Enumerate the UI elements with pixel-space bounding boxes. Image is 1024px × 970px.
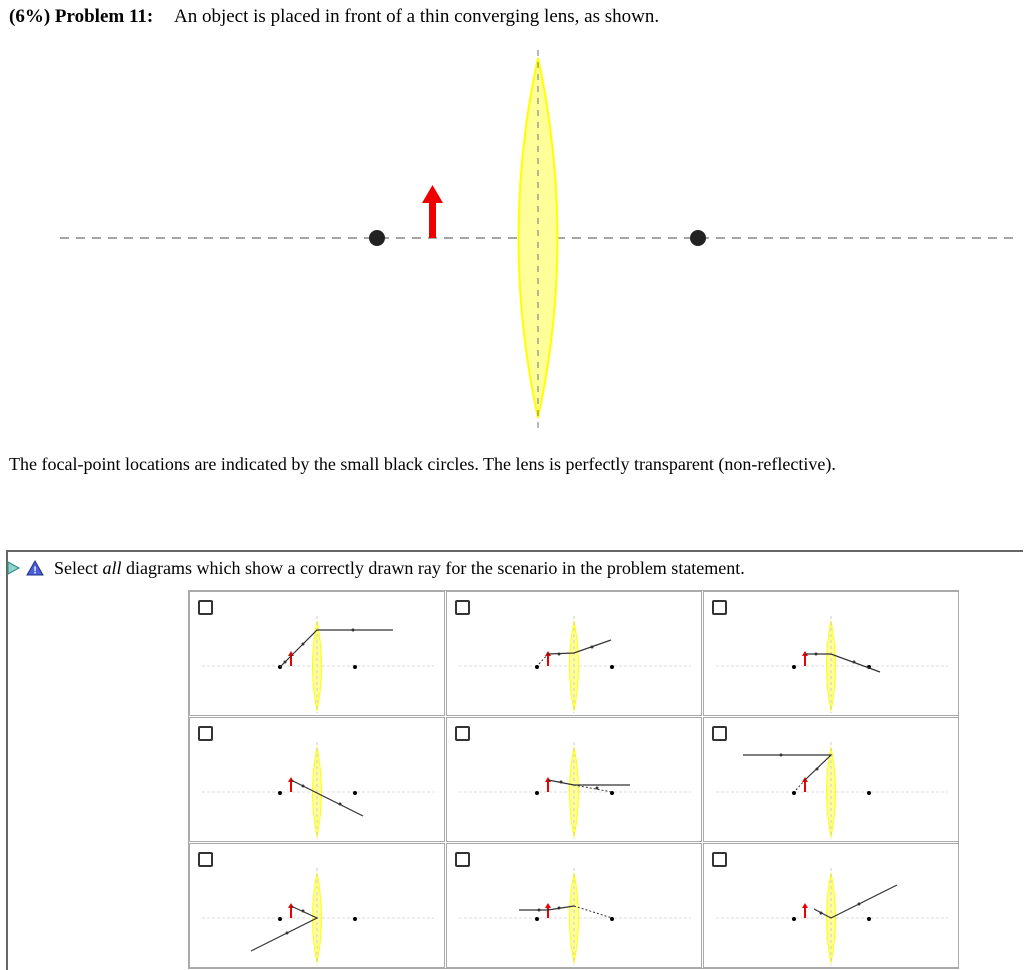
option-9-diagram	[704, 844, 958, 967]
option-2-diagram	[447, 592, 701, 715]
problem-label: Problem 11:	[54, 6, 154, 27]
object-arrow	[422, 185, 443, 238]
option-4[interactable]	[189, 717, 445, 842]
option-9[interactable]	[703, 843, 959, 968]
option-2[interactable]	[446, 591, 702, 716]
option-6[interactable]	[703, 717, 959, 842]
option-5[interactable]	[446, 717, 702, 842]
option-4-diagram	[190, 718, 444, 841]
expand-triangle-icon[interactable]	[6, 561, 20, 575]
svg-text:!: !	[33, 565, 37, 576]
option-7-diagram	[190, 844, 444, 967]
focal-point-note: The focal-point locations are indicated by the small black circles. The lens is perfectly transparent (non-reflective).	[9, 454, 836, 474]
problem-percent: (6%)	[9, 6, 51, 27]
option-6-diagram	[704, 718, 958, 841]
focal-point-right	[690, 230, 706, 246]
option-7[interactable]	[189, 843, 445, 968]
problem-header	[9, 6, 659, 28]
option-8-diagram	[447, 844, 701, 967]
question-row	[6, 556, 745, 580]
option-3-diagram	[704, 592, 958, 715]
option-1[interactable]	[189, 591, 445, 716]
focal-point-left	[369, 230, 385, 246]
option-8[interactable]	[446, 843, 702, 968]
question-text: Select all diagrams which show a correctly drawn ray for the scenario in the problem statement.	[54, 557, 745, 578]
option-3[interactable]	[703, 591, 959, 716]
warning-icon	[26, 560, 44, 576]
option-5-diagram	[447, 718, 701, 841]
problem-statement: An object is placed in front of a thin converging lens, as shown.	[174, 6, 660, 27]
options-grid	[188, 590, 959, 969]
lens-diagram	[0, 40, 1024, 430]
option-1-diagram	[190, 592, 444, 715]
